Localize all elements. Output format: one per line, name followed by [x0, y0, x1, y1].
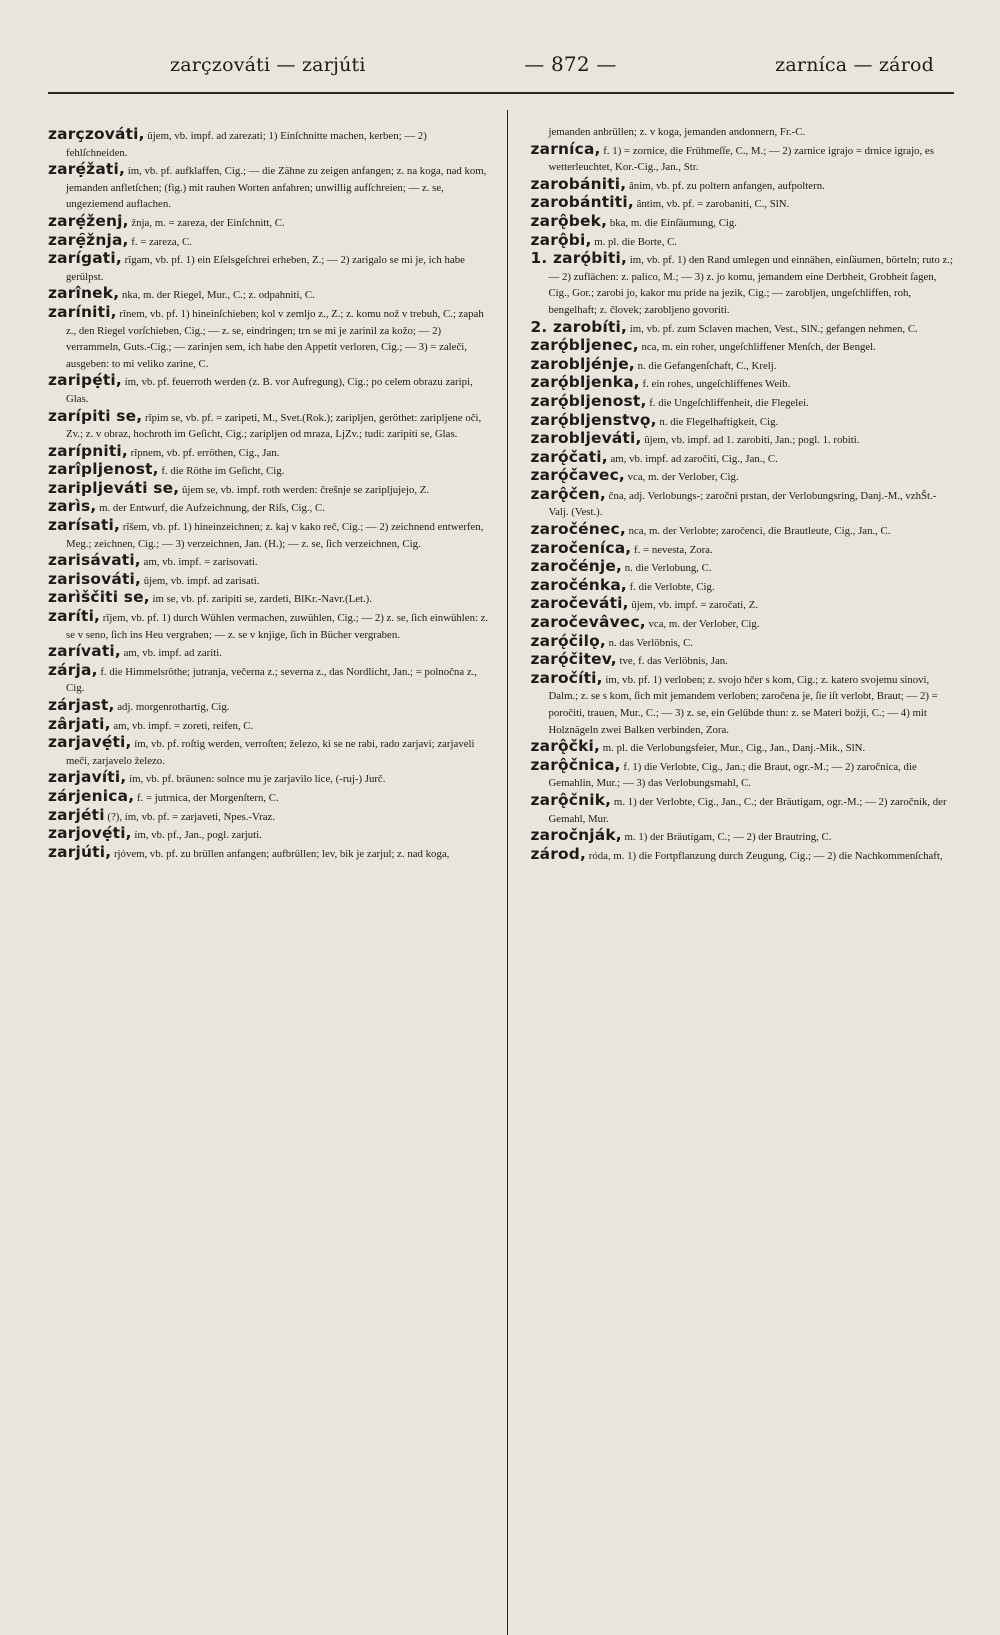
dictionary-entry: [530, 595, 954, 614]
dictionary-entry: [530, 194, 954, 213]
entry-headword: zarobániti,: [530, 174, 627, 193]
entry-headword: zarǫ̂čen,: [530, 484, 606, 503]
dictionary-entry: [530, 319, 954, 338]
page-number: — 872 —: [524, 52, 617, 76]
dictionary-entry: [48, 697, 489, 716]
entry-headword: zaročénje,: [530, 557, 623, 576]
entry-definition: rjóvem, vb. pf. zu brüllen anfangen; aufbrüllen; lev, bik je zarjul; z. nad koga,: [111, 847, 450, 860]
entry-headword: zarǫ̂čnik,: [530, 790, 612, 809]
dictionary-entry: [48, 443, 489, 462]
entry-definition: bka, m. die Einſäumung, Cig.: [607, 216, 737, 229]
entry-headword: zaripljeváti se,: [48, 478, 180, 497]
entry-definition: im se, vb. pf. zaripiti se, zardeti, BlKr.-Navr.(Let.).: [149, 593, 372, 606]
entry-definition: ím, vb. pf. zum Sclaven machen, Vest., SlN.; gefangen nehmen, C.: [627, 322, 918, 335]
dictionary-entry: [530, 467, 954, 486]
dictionary-entry: [530, 738, 954, 757]
entry-definition: m. pl. die Borte, C.: [591, 235, 677, 248]
dictionary-entry: [530, 374, 954, 393]
entry-definition: ûjem se, vb. impf. roth werden: črešnje se zaripljujejo, Z.: [179, 483, 430, 496]
entry-headword: zarìščiti se,: [48, 588, 150, 607]
dictionary-entry: [48, 571, 489, 590]
entry-definition: róda, m. 1) die Fortpflanzung durch Zeugung, Cig.; — 2) die Nachkommenſchaft,: [586, 849, 943, 862]
dictionary-entry: [530, 430, 954, 449]
entry-headword: zaročeváti,: [530, 594, 629, 613]
dictionary-entry: [530, 577, 954, 596]
entry-definition: f. = nevesta, Zora.: [631, 543, 713, 556]
entry-definition: im, vb. pf. 1) den Rand umlegen und einnähen, einſäumen, börteln; ruto z.; — 2) zuflächen: z. palico, M.; — 3) z. jo komu, jemandem eine Derbheit, Grobheit ſagen, Cig., Gor.; zarobi jo, kakor mu pride na jezik, Cig.; — zarobljen, ungeſchliffen, roh, bengelhaft; z. človek; zarobljeno govoriti.: [548, 254, 954, 316]
dictionary-entry: [48, 552, 489, 571]
entry-definition: rîjem, vb. pf. 1) durch Wühlen vermachen, zuwühlen, Cig.; — 2) z. se, ſich einwühlen: z. se v seno, ſich ins Heu vergraben; — z. se v knjige, ſich in Bücher vergraben.: [66, 612, 489, 641]
dictionary-entry: [48, 643, 489, 662]
dictionary-entry: [48, 844, 489, 863]
entry-headword: zarǫ̂bi,: [530, 230, 592, 249]
entry-headword: zaročénec,: [530, 520, 626, 539]
entry-headword: zarẹ́ženj,: [48, 211, 129, 230]
entry-headword: zarisávati,: [48, 551, 141, 570]
entry-headword: zarípiti se,: [48, 406, 143, 425]
dictionary-entry: [48, 498, 489, 517]
entry-headword: zarívati,: [48, 642, 121, 661]
entry-headword: zarjovẹ́ti,: [48, 824, 132, 843]
entry-definition: tve, f. das Verlöbnis, Jan.: [616, 655, 728, 668]
dictionary-entry: [48, 285, 489, 304]
dictionary-entry: [48, 788, 489, 807]
right-column: [508, 104, 954, 1635]
entry-headword: zârjati,: [48, 714, 111, 733]
entry-headword: zárjast,: [48, 696, 115, 714]
header-left-guide-words: zarçzováti — zarjúti: [170, 54, 366, 76]
entry-definition: m. 1) der Bräutigam, C.; — 2) der Brautring, C.: [621, 831, 832, 844]
header-rule: [48, 92, 954, 94]
entry-definition: ûjem, vb. impf. = zaročati, Z.: [628, 599, 758, 612]
entry-headword: zarníca,: [530, 139, 601, 158]
entry-definition: adj. morgenrothartig, Cig.: [114, 701, 230, 713]
dictionary-entry: [530, 614, 954, 633]
entry-definition: am, vb. impf. ad zariti.: [120, 647, 222, 660]
page-header: [48, 52, 954, 88]
entry-definition: n. die Verlobung, C.: [622, 562, 712, 575]
entry-headword: 2. zarobíti,: [530, 317, 628, 336]
dictionary-entry: [530, 141, 954, 176]
dictionary-entry: [48, 734, 489, 769]
dictionary-entry: [530, 651, 954, 670]
entry-definition: rîgam, vb. pf. 1) ein Eſelsgeſchrei erheben, Z.; — 2) zarigalo se mi je, ich habe gerülpst.: [66, 254, 465, 283]
dictionary-entry: [530, 250, 954, 318]
header-right-guide-words: zarníca — zárod: [775, 54, 934, 76]
entry-definition: rîpim se, vb. pf. = zaripeti, M., Svet.(Rok.); zaripljen, geröthet: zaripljene oči, Zv.; z. v obraz, hochroth im Geſicht, Cig.; zaripljen od mraza, LjZv.; tudi: zaripiti se, Glas.: [66, 411, 482, 441]
entry-definition: ím, vb. pf. bräunen: solnce mu je zarjavilo lice, (-ruj-) Jurč.: [126, 773, 386, 786]
entry-headword: zárja,: [48, 660, 98, 679]
entry-definition: vca, m. der Verlober, Cig.: [624, 471, 739, 484]
entry-definition: f. 1) die Verlobte, Cig., Jan.; die Braut, ogr.-M.; — 2) zaročnica, die Gemahlin, Mur.; — 3) das Verlobungsmahl, C.: [548, 760, 917, 790]
entry-headword: zarobántiti,: [530, 193, 634, 212]
entry-headword: zarẹ̑žnja,: [48, 230, 129, 249]
entry-headword: zaročeníca,: [530, 538, 632, 557]
entry-headword: zarîpljenost,: [48, 460, 159, 479]
entry-headword: zarìs,: [48, 497, 97, 516]
entry-definition: vca, m. der Verlober, Cig.: [645, 618, 760, 631]
entry-definition: rînem, vb. pf. 1) hineinſchieben; kol v zemljo z., Z.; z. komu nož v trebuh, C.; zapah z., den Riegel vorſchieben, Cig.; — z. se, eindringen; trn se mi je zarinil za kožo; — 2) verrammeln, Guts.-Cig.; — zarinjen sem, ich habe den Appetit verloren, Cig.; — 3) = zaleči, ausgeben: to mi veliko zarine, C.: [66, 307, 484, 370]
entry-definition: nca, m. der Verlobte; zaročenci, die Brautleute, Cig., Jan., C.: [625, 525, 891, 538]
dictionary-entry: [48, 825, 489, 844]
dictionary-entry: [48, 480, 489, 499]
entry-headword: zarǫ́bljenec,: [530, 336, 639, 355]
entry-headword: zarǫ̂čnica,: [530, 755, 621, 774]
entry-definition: ím, vb. pf. 1) verloben; z. svojo hčer s kom, Cig.; z. katero svojemu sinovi, Dalm.; z. se s kom, ſich mit jemandem verloben; zaročena je, ſie iſt verlobt, Braut; — 2) = poročiti, trauen, Mur., C.; — 3) z. se, ein Gelübde thun: z. se Materi božji, C.; — 4) mit Holznägeln zwei Balken verbinden, Zora.: [548, 673, 938, 736]
entry-definition: ím, vb. pf., Jan., pogl. zarjuti.: [131, 829, 262, 842]
entry-headword: zarǫ́čilǫ,: [530, 631, 606, 650]
entry-definition: f. die Himmelsröthe; jutranja, večerna z.; severna z., das Nordlicht, Jan.; = polnočna z., Cig.: [66, 665, 478, 695]
entry-headword: zaročevâvec,: [530, 613, 646, 632]
entry-headword: zarînek,: [48, 284, 120, 303]
entry-definition: ânim, vb. pf. zu poltern anfangen, aufpoltern.: [626, 179, 825, 192]
dictionary-entry: [530, 412, 954, 431]
dictionary-entry: [48, 716, 489, 735]
entry-headword: zarígati,: [48, 249, 122, 268]
entry-definition: ím, vb. pf. roſtig werden, verroſten; železo, ki se ne rabi, rado zarjavi; zarjaveli meči, zarjavelo železo.: [66, 738, 475, 767]
entry-definition: n. die Gefangenſchaft, C., Krelj.: [634, 359, 777, 372]
entry-definition: am, vb. impf. = zoreti, reifen, C.: [110, 719, 254, 732]
entry-headword: zarǫ̂bek,: [530, 211, 608, 230]
dictionary-entry: [530, 232, 954, 251]
dictionary-entry: [530, 827, 954, 846]
entry-definition: m. pl. die Verlobungsfeier, Mur., Cig., Jan., Danj.-Mik., SlN.: [600, 742, 866, 755]
dictionary-entry: [530, 846, 954, 865]
entry-headword: zárjenica,: [48, 786, 135, 805]
dictionary-entry: [530, 449, 954, 468]
entry-headword: zarobljeváti,: [530, 429, 642, 448]
entry-definition: ûjem, vb. impf. ad 1. zarobiti, Jan.; pogl. 1. robiti.: [641, 434, 860, 447]
entry-definition: rîpnem, vb. pf. erröthen, Cig., Jan.: [127, 446, 280, 459]
entry-definition: m. der Entwurf, die Aufzeichnung, der Riſs, Cig., C.: [96, 502, 325, 515]
dictionary-entry: [48, 250, 489, 285]
entry-headword: zaročíti,: [530, 668, 603, 687]
dictionary-entry: [530, 633, 954, 652]
entry-definition: f. = zareza, C.: [128, 235, 192, 248]
entry-headword: zaročnják,: [530, 826, 622, 845]
entry-definition: f. die Röthe im Geſicht, Cig.: [158, 465, 285, 478]
entry-definition: (?), ím, vb. pf. = zarjaveti, Npes.-Vraz.: [104, 810, 276, 823]
entry-definition: nca, m. ein roher, ungeſchliffener Menſch, der Bengel.: [638, 341, 876, 354]
entry-definition: n. die Flegelhaftigkeit, Cig.: [656, 415, 779, 428]
entry-headword: zarísati,: [48, 516, 121, 535]
entry-headword: zaripẹ́ti,: [48, 371, 122, 390]
entry-headword: zarǫ́čavec,: [530, 466, 625, 485]
entry-definition: m. 1) der Verlobte, Cig., Jan., C.; der Bräutigam, ogr.-M.; — 2) zaročnik, der Gemahl, Mur.: [548, 795, 947, 825]
entry-definition: f. ein rohes, ungeſchliffenes Weib.: [639, 378, 791, 391]
entry-headword: zarçzováti,: [48, 125, 145, 143]
entry-definition: ím, vb. pf. aufklaffen, Cig.; — die Zähne zu zeigen anfangen; z. na koga, nad kom, jemanden anfletſchen; (fig.) mit rauhen Worten anfahren; unwillig aufſchreien; — z. se, ungeziemend auflachen.: [66, 165, 487, 211]
entry-headword: zarjéti: [48, 805, 105, 824]
dictionary-entry: [530, 213, 954, 232]
entry-headword: zarǫ̂čki,: [530, 737, 601, 756]
dictionary-entry: [48, 126, 489, 161]
entry-definition: f. die Verlobte, Cig.: [626, 580, 715, 593]
dictionary-entry: [530, 176, 954, 195]
dictionary-entry: [48, 807, 489, 826]
entry-headword: zaríniti,: [48, 302, 117, 321]
entry-headword: zarǫ́čati,: [530, 447, 608, 466]
dictionary-entry: [48, 304, 489, 372]
entry-headword: zarẹ́žati,: [48, 160, 125, 179]
dictionary-entry: [48, 232, 489, 251]
entry-definition: čna, adj. Verlobungs-; zaročni prstan, der Verlobungsring, Danj.-M., vzhŠt.-Valj. (Vest.).: [548, 489, 937, 519]
text-columns: [48, 104, 954, 1635]
entry-headword: 1. zarǫ́biti,: [530, 249, 628, 268]
entry-headword: zarisováti,: [48, 569, 142, 588]
entry-definition: nka, m. der Riegel, Mur., C.; z. odpahniti, C.: [119, 289, 315, 302]
entry-headword: zárod,: [530, 844, 587, 863]
entry-definition: f. die Ungeſchliffenheit, die Flegelei.: [646, 396, 809, 409]
entry-definition: am, vb. impf. ad zaročiti, Cig., Jan., C.: [607, 452, 778, 465]
dictionary-entry: [530, 356, 954, 375]
dictionary-entry: [530, 393, 954, 412]
entry-headword: zarǫ́čitev,: [530, 650, 617, 669]
entry-headword: zarjavẹ́ti,: [48, 733, 132, 752]
dictionary-entry: [530, 540, 954, 559]
dictionary-entry: [530, 124, 954, 141]
dictionary-entry: [48, 769, 489, 788]
dictionary-entry: [48, 161, 489, 213]
dictionary-entry: [530, 486, 954, 521]
entry-definition: f. = jutrnica, der Morgenſtern, C.: [134, 791, 279, 804]
dictionary-entry: [48, 213, 489, 232]
dictionary-entry: [530, 670, 954, 738]
entry-headword: zarobljénje,: [530, 354, 635, 373]
entry-headword: zarípniti,: [48, 441, 128, 460]
entry-definition: žnja, m. = zareza, der Einſchnitt, C.: [128, 216, 285, 229]
entry-headword: zarǫ́bljenka,: [530, 373, 640, 392]
entry-headword: zarǫ́bljenost,: [530, 391, 647, 410]
entry-definition: f. 1) = zornice, die Frühmeſſe, C., M.; — 2) zarnice igrajo = drnice igrajo, es wetterleuchtet, Kor.-Cig., Jan., Str.: [548, 144, 934, 174]
entry-definition: n. das Verlöbnis, C.: [605, 636, 693, 649]
entry-headword: zarjavíti,: [48, 768, 127, 787]
dictionary-entry: [48, 408, 489, 443]
dictionary-entry: [530, 337, 954, 356]
dictionary-entry: [48, 589, 489, 608]
entry-definition: rîšem, vb. pf. 1) hineinzeichnen; z. kaj v kako reč, Cig.; — 2) zeichnend entwerfen, Meg.; zeichnen, Cig.; — 3) verzeichnen, Jan. (H.); — z. se, ſich verzeichnen, Cig.: [66, 521, 484, 550]
entry-definition: jemanden anbrüllen; z. v koga, jemanden andonnern, Fr.-C.: [548, 126, 806, 138]
dictionary-entry: [48, 662, 489, 697]
entry-headword: zarǫ́bljenstvǫ,: [530, 410, 657, 429]
entry-headword: zaríti,: [48, 607, 101, 626]
dictionary-entry: [48, 372, 489, 407]
entry-definition: ântim, vb. pf. = zarobaniti, C., SlN.: [633, 198, 790, 211]
entry-headword: zarjúti,: [48, 842, 112, 861]
dictionary-entry: [530, 757, 954, 792]
dictionary-entry: [48, 461, 489, 480]
left-column: [48, 104, 507, 1635]
dictionary-entry: [48, 608, 489, 643]
entry-definition: am, vb. impf. = zarisovati.: [140, 556, 258, 569]
entry-definition: ûjem, vb. impf. ad zarisati.: [141, 574, 260, 587]
entry-headword: zaročénka,: [530, 575, 627, 594]
entry-definition: ím, vb. pf. feuerroth werden (z. B. vor Aufregung), Cig.; po celem obrazu zaripi, Glas.: [66, 376, 473, 405]
dictionary-entry: [530, 792, 954, 827]
dictionary-entry: [530, 558, 954, 577]
entry-definition: ûjem, vb. impf. ad zarezati; 1) Einſchnitte machen, kerben; — 2) fehlſchneiden.: [66, 130, 427, 159]
dictionary-entry: [48, 517, 489, 552]
dictionary-entry: [530, 521, 954, 540]
